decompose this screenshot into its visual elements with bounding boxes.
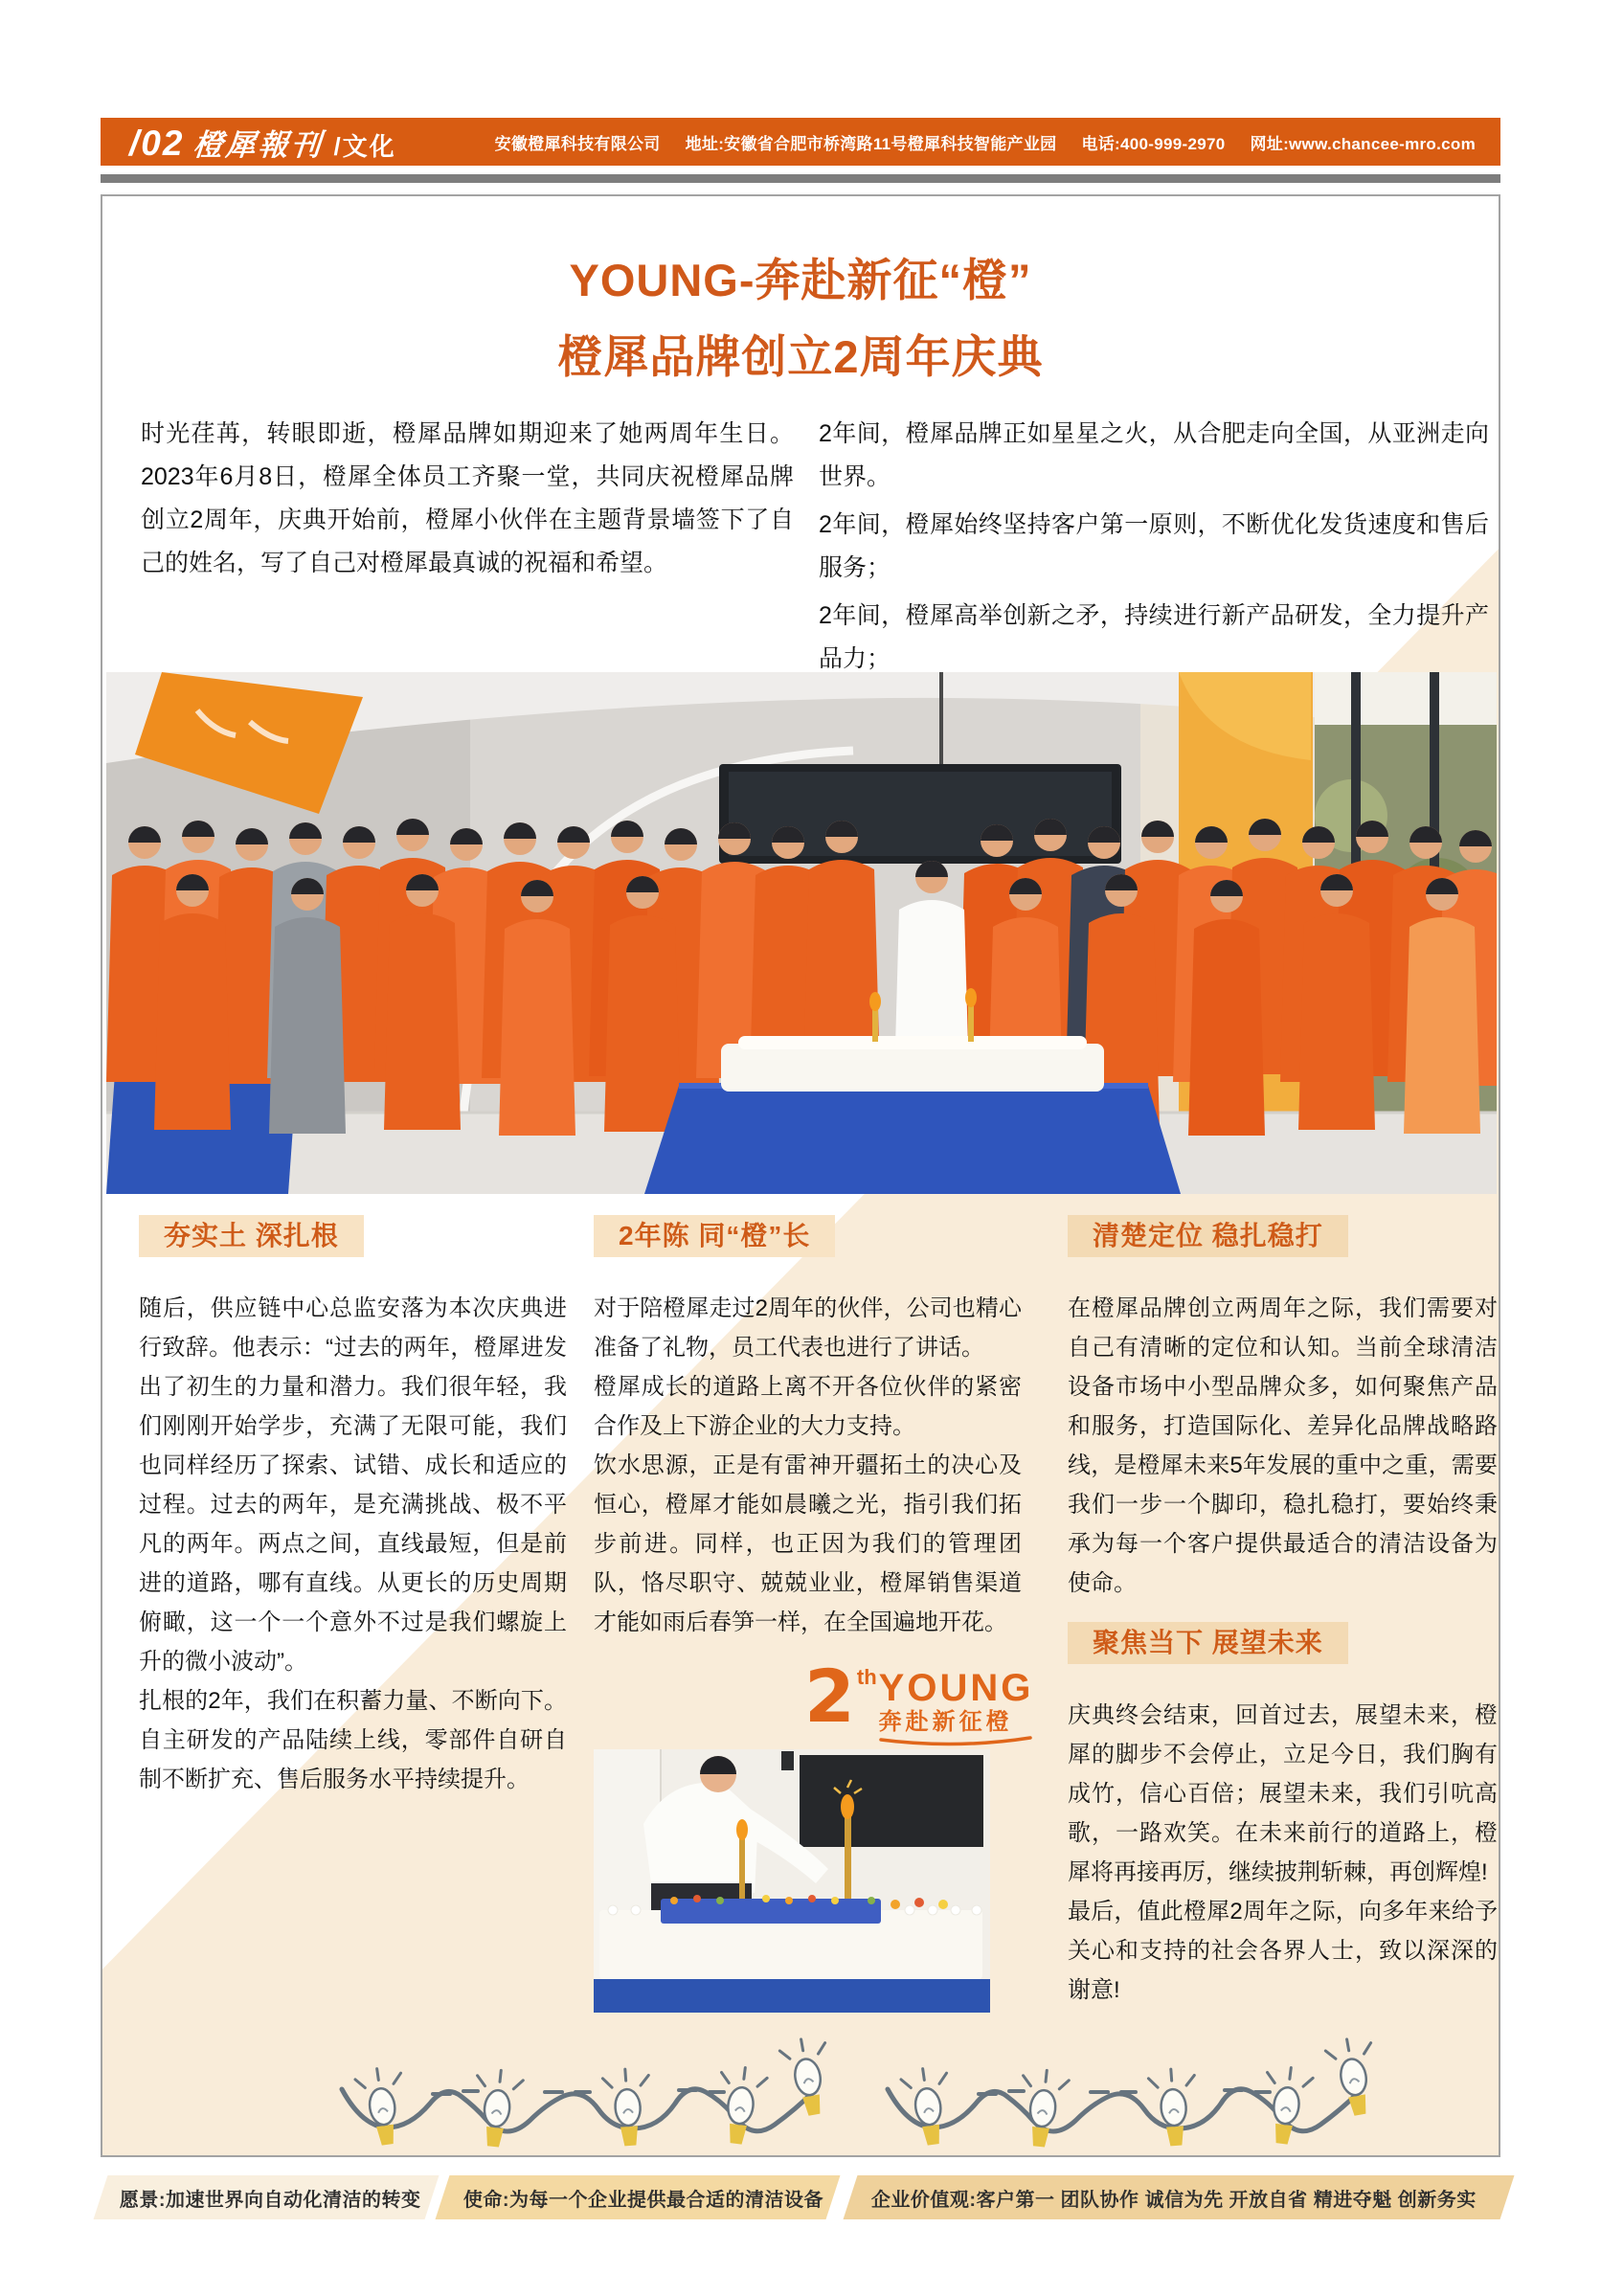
lightbulb-garland bbox=[323, 2037, 1395, 2156]
section-body bbox=[1068, 1696, 1498, 2010]
anniversary-logo bbox=[804, 1654, 1034, 1747]
body-paragraph: 庆典终会结束，回首过去，展望未来，橙犀的脚步不会停止，立足今日，我们胸有成竹，信心百倍；展望未来，我们引吭高歌，一路欢笑。在未来前行的道路上，橙犀将再接再厉，继续披荆斩棘，再创辉煌! bbox=[1068, 1702, 1498, 1885]
birthday-cake bbox=[721, 1044, 1104, 1092]
cake-photo bbox=[594, 1749, 990, 2013]
logo-superscript: th bbox=[856, 1665, 877, 1689]
footer-mission-text: 使命:为每一个企业提供最合适的清洁设备 bbox=[463, 2189, 824, 2211]
section-heading: 清楚定位 稳扎稳打 bbox=[1068, 1215, 1348, 1257]
body-paragraph: 扎根的2年，我们在积蓄力量、不断向下。自主研发的产品陆续上线，零部件自研自制不断扩充、售后服务水平持续提升。 bbox=[139, 1688, 567, 1792]
article-title-line2: 橙犀品牌创立2周年庆典 bbox=[557, 331, 1044, 382]
body-paragraph: 对于陪橙犀走过2周年的伙伴，公司也精心准备了礼物，员工代表也进行了讲话。 bbox=[594, 1295, 1022, 1361]
divider-bar bbox=[101, 174, 1500, 183]
body-paragraph: 饮水思源，正是有雷神开疆拓土的决心及恒心，橙犀才能如晨曦之光，指引我们拓步前进。同样，也正因为我们的管理团队，恪尽职守、兢兢业业，橙犀销售渠道才能如雨后春笋一样，在全国遍地开花。 bbox=[594, 1452, 1022, 1635]
content-area bbox=[101, 194, 1500, 2157]
company-website: 网址:www.chancee-mro.com bbox=[1250, 134, 1476, 153]
section-heading: 聚焦当下 展望未来 bbox=[1068, 1622, 1348, 1664]
footer-vision-text: 愿景:加速世界向自动化清洁的转变 bbox=[120, 2189, 421, 2211]
company-address: 地址:安徽省合肥市桥湾路11号橙犀科技智能产业园 bbox=[685, 134, 1057, 153]
article-title-line1: YOUNG-奔赴新征“橙” bbox=[569, 255, 1032, 305]
company-phone: 电话:400-999-2970 bbox=[1081, 134, 1226, 153]
body-paragraph: 橙犀成长的道路上离不开各位伙伴的紧密合作及上下游企业的大力支持。 bbox=[594, 1374, 1022, 1439]
body-paragraph: 随后，供应链中心总监安落为本次庆典进行致辞。他表示：“过去的两年，橙犀进发出了初生的力量和潜力。我们很年轻，我们刚刚开始学步，充满了无限可能，我们也同样经历了探索、试错、成长和适应的过程。过去的两年，是充满挑战、极不平凡的两年。两点之间，直线最短，但是前进的道路，哪有直线。从更长的历史周期俯瞰，这一个一个意外不过是我们螺旋上升的微小波动”。 bbox=[139, 1295, 567, 1675]
masthead-section: /文化 bbox=[333, 131, 396, 161]
intro-paragraph: 2年间，橙犀高举创新之矛，持续进行新产品研发，全力提升产品力； bbox=[819, 602, 1489, 672]
company-name: 安徽橙犀科技有限公司 bbox=[494, 134, 661, 153]
section-body bbox=[139, 1289, 567, 1799]
intro-left-column bbox=[141, 413, 794, 590]
header-contact-info bbox=[495, 130, 1500, 154]
header-bar bbox=[101, 118, 1500, 166]
logo-underline-swoosh bbox=[879, 1736, 1032, 1747]
section-heading: 夯实土 深扎根 bbox=[139, 1215, 364, 1257]
section-body bbox=[1068, 1289, 1498, 1603]
tv-screen bbox=[800, 1755, 983, 1847]
group-photo bbox=[106, 672, 1497, 1194]
body-paragraph: 在橙犀品牌创立两周年之际，我们需要对自己有清晰的定位和认知。当前全球清洁设备市场中小型品牌众多，如何聚焦产品和服务，打造国际化、差异化品牌战略路线，是橙犀未来5年发展的重中之重，需要我们一步一个脚印，稳扎稳打，要始终秉承为每一个客户提供最适合的清洁设备为使命。 bbox=[1068, 1295, 1498, 1596]
body-paragraph: 最后，值此橙犀2周年之际，向多年来给予关心和支持的社会各界人士，致以深深的谢意! bbox=[1068, 1899, 1498, 2003]
footer-mission bbox=[436, 2175, 841, 2219]
section-column-1 bbox=[139, 1215, 567, 1799]
footer-values-text: 企业价值观:客户第一 团队协作 诚信为先 开放自省 精进夺魁 创新务实 bbox=[871, 2189, 1477, 2211]
section-column-3 bbox=[1068, 1215, 1498, 2010]
intro-right-column bbox=[819, 413, 1489, 686]
logo-word: YOUNG bbox=[878, 1667, 1034, 1709]
intro-paragraph: 2年间，橙犀品牌正如星星之火，从合肥走向全国，从亚洲走向世界。 bbox=[819, 420, 1489, 490]
intro-paragraph: 2年间，橙犀始终坚持客户第一原则，不断优化发货速度和售后服务； bbox=[819, 511, 1489, 581]
footer-values bbox=[844, 2175, 1515, 2219]
logo-number: 2 bbox=[804, 1654, 855, 1739]
masthead-title: 橙犀報刊 bbox=[192, 127, 326, 163]
section-column-2 bbox=[594, 1215, 1022, 1642]
section-heading: 2年陈 同“橙”长 bbox=[594, 1215, 835, 1257]
blue-table bbox=[644, 1086, 1181, 1194]
page-number: /02 bbox=[129, 123, 185, 163]
intro-paragraph: 时光荏苒，转眼即逝，橙犀品牌如期迎来了她两周年生日。2023年6月8日，橙犀全体员工齐聚一堂，共同庆祝橙犀品牌创立2周年，庆典开始前，橙犀小伙伴在主题背景墙签下了自己的姓名，写了自己对橙犀最真诚的祝福和希望。 bbox=[141, 420, 794, 576]
logo-slogan: 奔赴新征橙 bbox=[878, 1709, 1013, 1735]
section-body bbox=[594, 1289, 1022, 1642]
masthead bbox=[101, 121, 396, 164]
footer-vision bbox=[94, 2175, 440, 2219]
blue-tablecloth bbox=[594, 1979, 990, 2013]
article-title bbox=[102, 242, 1499, 395]
